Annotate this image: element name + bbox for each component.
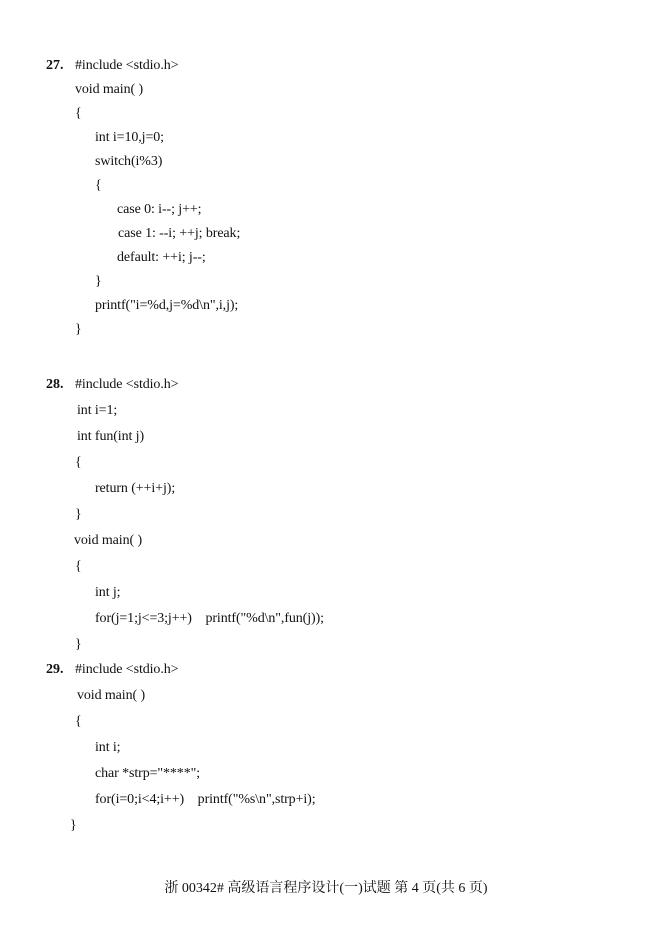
code-line: int i=1; [77,403,118,418]
code-line: #include <stdio.h> [75,58,179,73]
code-line: for(i=0;i<4;i++) printf("%s\n",strp+i); [95,792,316,807]
code-line: int j; [95,585,121,600]
code-line: int fun(int j) [77,429,145,444]
code-line: for(j=1;j<=3;j++) printf("%d\n",fun(j)); [95,611,324,626]
code-line: #include <stdio.h> [75,662,179,677]
code-line: void main( ) [75,82,144,97]
code-line: #include <stdio.h> [75,377,179,392]
code-line: } [95,274,102,289]
code-line: case 0: i--; j++; [117,202,202,217]
code-line: } [75,637,82,652]
code-line: int i=10,j=0; [95,130,164,145]
code-line: default: ++i; j--; [117,250,206,265]
code-line: } [75,507,82,522]
code-line: switch(i%3) [95,154,163,169]
code-line: int i; [95,740,121,755]
code-line: printf("i=%d,j=%d\n",i,j); [95,298,239,313]
code-line: char *strp="****"; [95,766,201,781]
question-number: 28. [46,377,64,392]
code-line: } [75,322,82,337]
question-number: 29. [46,662,64,677]
code-line: } [70,818,77,833]
code-line: { [75,106,82,121]
code-line: { [75,455,82,470]
question-number: 27. [46,58,64,73]
code-line: case 1: --i; ++j; break; [118,226,241,241]
code-line: void main( ) [74,533,143,548]
code-line: { [95,178,102,193]
code-line: { [75,714,82,729]
code-line: void main( ) [77,688,146,703]
code-line: return (++i+j); [95,481,176,496]
page-footer: 浙 00342# 高级语言程序设计(一)试题 第 4 页(共 6 页) [164,881,488,896]
code-line: { [75,559,82,574]
